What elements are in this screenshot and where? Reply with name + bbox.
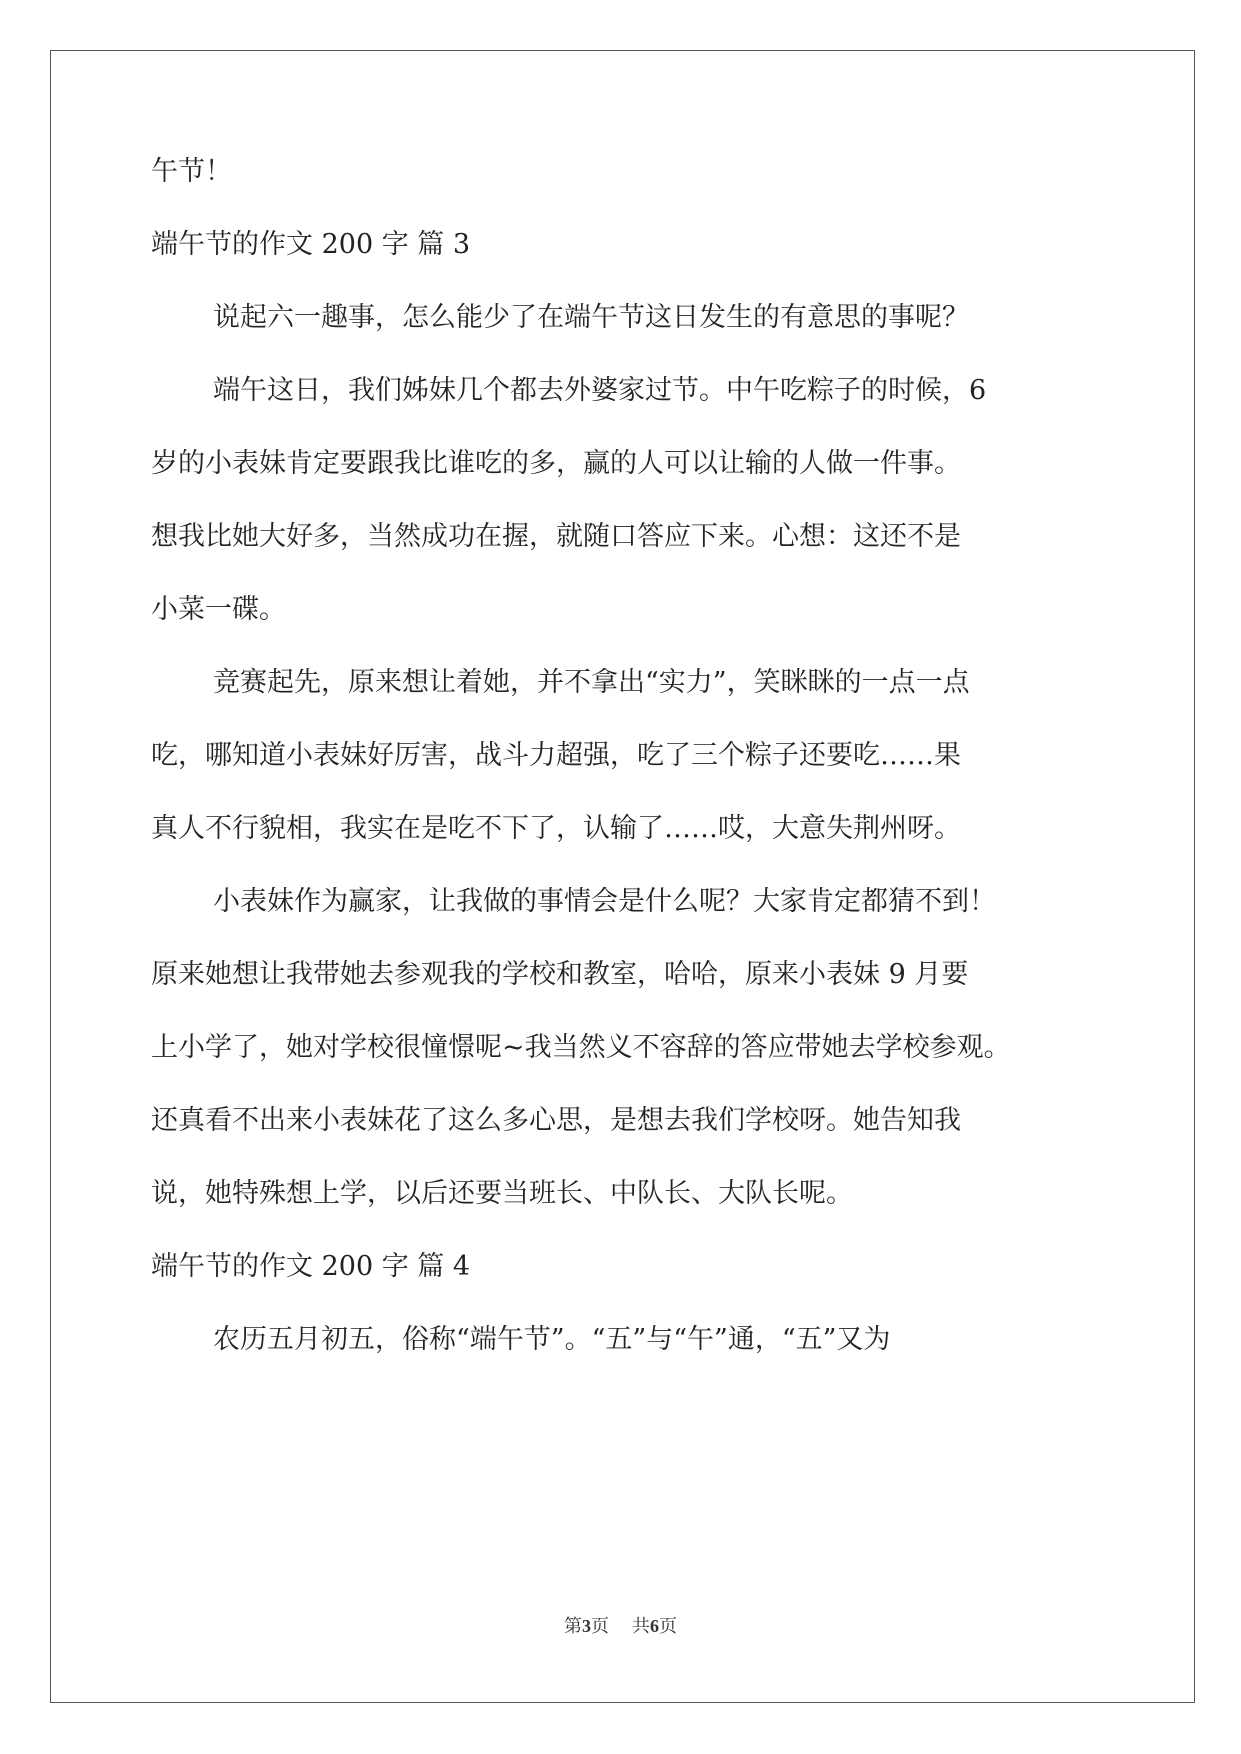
total-suffix: 页 — [658, 1616, 677, 1637]
paragraph-line: 端午这日，我们姊妹几个都去外婆家过节。中午吃粽子的时候，6 — [213, 375, 987, 406]
paragraph-line: 小菜一碟。 — [151, 594, 286, 625]
paragraph-line: 岁的小表妹肯定要跟我比谁吃的多，赢的人可以让输的人做一件事。 — [151, 448, 961, 479]
paragraph-line: 原来她想让我带她去参观我的学校和教室，哈哈，原来小表妹 9 月要 — [151, 959, 969, 990]
paragraph-line: 还真看不出来小表妹花了这么多心思，是想去我们学校呀。她告知我 — [151, 1105, 961, 1136]
total-pages: 6 — [649, 1616, 659, 1636]
paragraph-line: 说，她特殊想上学，以后还要当班长、中队长、大队长呢。 — [151, 1178, 853, 1209]
paragraph-line: 想我比她大好多，当然成功在握，就随口答应下来。心想：这还不是 — [151, 521, 961, 552]
paragraph-line: 农历五月初五，俗称“端午节”。“五”与“午”通，“五”又为 — [213, 1324, 891, 1355]
page-footer — [0, 1612, 1241, 1641]
paragraph-line: 吃，哪知道小表妹好厉害，战斗力超强，吃了三个粽子还要吃……果 — [151, 740, 961, 771]
paragraph-line: 上小学了，她对学校很憧憬呢~我当然义不容辞的答应带她去学校参观。 — [151, 1032, 1011, 1063]
section-heading: 端午节的作文 200 字 篇 4 — [151, 1251, 471, 1282]
paragraph-line: 真人不行貌相，我实在是吃不下了，认输了……哎，大意失荆州呀。 — [151, 813, 961, 844]
paragraph-line: 说起六一趣事，怎么能少了在端午节这日发生的有意思的事呢？ — [213, 302, 969, 333]
page-number: 3 — [582, 1616, 592, 1636]
page-suffix: 页 — [591, 1616, 610, 1637]
paragraph-line: 竞赛起先，原来想让着她，并不拿出“实力”，笑眯眯的一点一点 — [213, 667, 970, 698]
page-prefix: 第 — [564, 1616, 583, 1637]
paragraph-line: 午节！ — [151, 156, 232, 187]
total-prefix: 共 — [631, 1616, 650, 1637]
paragraph-line: 小表妹作为赢家，让我做的事情会是什么呢？大家肯定都猜不到！ — [213, 886, 996, 917]
section-heading: 端午节的作文 200 字 篇 3 — [151, 229, 471, 260]
